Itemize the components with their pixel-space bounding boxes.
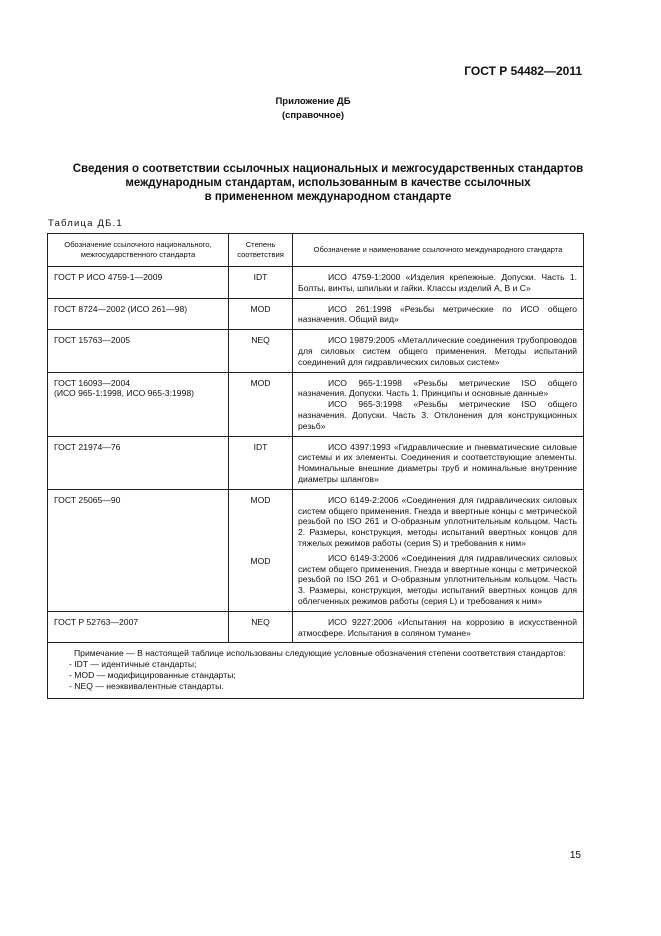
table-row (48, 436, 584, 489)
appendix-subtitle: (справочное) (281, 110, 345, 121)
page-number: 15 (569, 850, 581, 861)
correspondence-table (47, 233, 584, 699)
table-row (48, 372, 584, 436)
degree-value: MOD (250, 303, 271, 314)
international-standard-cell (293, 436, 584, 489)
column-header-international: Обозначение и наименование ссылочного международного стандарта (293, 234, 584, 267)
international-standard: ИСО 4397:1993 «Гидравлические и пневматические силовые системы и их элементы. Соединения и соответствующие элементы. Номинальные внешние диаметры труб и номинальные внутренние диаметры шлангов» (298, 441, 577, 484)
table-header-row (48, 234, 584, 267)
national-standard: (ИСО 965-1:1998, ИСО 965-3:1998) (54, 388, 195, 399)
national-standard-cell (48, 330, 229, 372)
national-standard: ГОСТ Р ИСО 4759-1—2009 (54, 272, 163, 282)
appendix-title: Приложение ДБ (275, 96, 351, 107)
international-standard-cell (293, 298, 584, 330)
degree-value: NEQ (251, 335, 270, 346)
international-standard: ИСО 4759-1:2000 «Изделия крепежные. Допуски. Часть 1. Болты, винты, шпильки и гайки. Классы изделий А, В и С» (298, 272, 577, 293)
heading-line: в примененном международном стандарте (204, 191, 452, 203)
standard-code-header: ГОСТ Р 54482—2011 (464, 64, 582, 78)
degree-value: MOD (250, 377, 271, 388)
national-standard: ГОСТ 25065—90 (54, 494, 121, 505)
column-header-degree: Степень соответствия (229, 234, 293, 267)
national-standard-cell (48, 298, 229, 330)
degree-value: IDT (253, 441, 268, 452)
note-item: - MOD — модифицированные стандарты; (69, 669, 236, 680)
heading-line: международным стандартам, использованным в качестве ссылочных (125, 177, 531, 189)
table-row (48, 330, 584, 372)
table-row (48, 267, 584, 299)
national-standard-cell (48, 372, 229, 436)
international-standard-cell (293, 611, 584, 643)
degree-cell (229, 489, 293, 611)
national-standard: ГОСТ 8724—2002 (ИСО 261—98) (54, 303, 188, 314)
document-heading (40, 162, 616, 204)
degree-value: MOD (250, 555, 271, 566)
international-standard: ИСО 965-3:1998 «Резьбы метрические ISO общего назначения. Допуски. Часть 3. Отклонения для конструкционных резьб» (298, 399, 577, 431)
national-standard: ГОСТ 16093—2004 (54, 377, 131, 388)
national-standard: ГОСТ 15763—2005 (54, 335, 131, 346)
national-standard-cell (48, 489, 229, 611)
international-standard: ИСО 19879:2005 «Металлические соединения трубопроводов для силовых систем общего применения. Методы испытаний соединений для гидравлических силовых систем» (298, 335, 577, 367)
international-standard-cell (293, 489, 584, 611)
international-standard-cell (293, 330, 584, 372)
national-standard-cell (48, 611, 229, 643)
table-label: Таблица ДБ.1 (48, 218, 123, 229)
degree-cell (229, 330, 293, 372)
international-standard: ИСО 6149-3:2006 «Соединения для гидравлических силовых систем общего применения. Гнезда и ввертные концы с метрической резьбой по ISO 261 и O-образным уплотнительным кольцом. Часть 3. Размеры, конструкция, методы испытаний ввертных концов для облегченных режимов работы (серия L) и требования к ним» (298, 552, 577, 606)
note-item: - IDT — идентичные стандарты; (69, 659, 197, 670)
table-note (48, 643, 584, 698)
international-standard-cell (293, 267, 584, 299)
degree-value: NEQ (251, 616, 270, 627)
degree-cell (229, 611, 293, 643)
note-lead: Примечание — В настоящей таблице использованы следующие условные обозначения степени соответствия стандартов: (74, 648, 566, 659)
international-standard: ИСО 6149-2:2006 «Соединения для гидравлических силовых систем общего применения. Гнезда и ввертные концы с метрической резьбой по ISO 261 и O-образным уплотнительным кольцом. Часть 2. Размеры, конструкция, методы испытаний ввертных концов для тяжелых режимов работы (серия S) и требования к ним» (298, 494, 577, 548)
international-standard: ИСО 965-1:1998 «Резьбы метрические ISO общего назначения. Допуски. Часть 1. Принципы и основные данные» (298, 377, 577, 399)
degree-cell (229, 267, 293, 299)
note-item: - NEQ — неэквивалентные стандарты. (69, 680, 224, 691)
international-standard-cell (293, 372, 584, 436)
international-standard: ИСО 261:1998 «Резьбы метрические по ИСО общего назначения. Общий вид» (298, 303, 577, 325)
national-standard: ГОСТ 21974—76 (54, 441, 121, 452)
degree-value: IDT (253, 272, 268, 282)
degree-cell (229, 298, 293, 330)
national-standard: ГОСТ Р 52763—2007 (54, 616, 139, 627)
column-header-national: Обозначение ссылочного национального, межгосударственного стандарта (48, 234, 229, 267)
national-standard-cell (48, 436, 229, 489)
heading-line: Сведения о соответствии ссылочных национальных и межгосударственных стандартов (72, 163, 584, 175)
degree-value: MOD (250, 494, 271, 505)
table-note-row (48, 643, 584, 698)
degree-cell (229, 372, 293, 436)
degree-cell (229, 436, 293, 489)
table-row (48, 611, 584, 643)
international-standard: ИСО 9227:2006 «Испытания на коррозию в искусственной атмосфере. Испытания в соляном тумане» (298, 616, 577, 638)
appendix-block (0, 95, 626, 123)
table-row (48, 489, 584, 611)
table-row (48, 298, 584, 330)
national-standard-cell (48, 267, 229, 299)
